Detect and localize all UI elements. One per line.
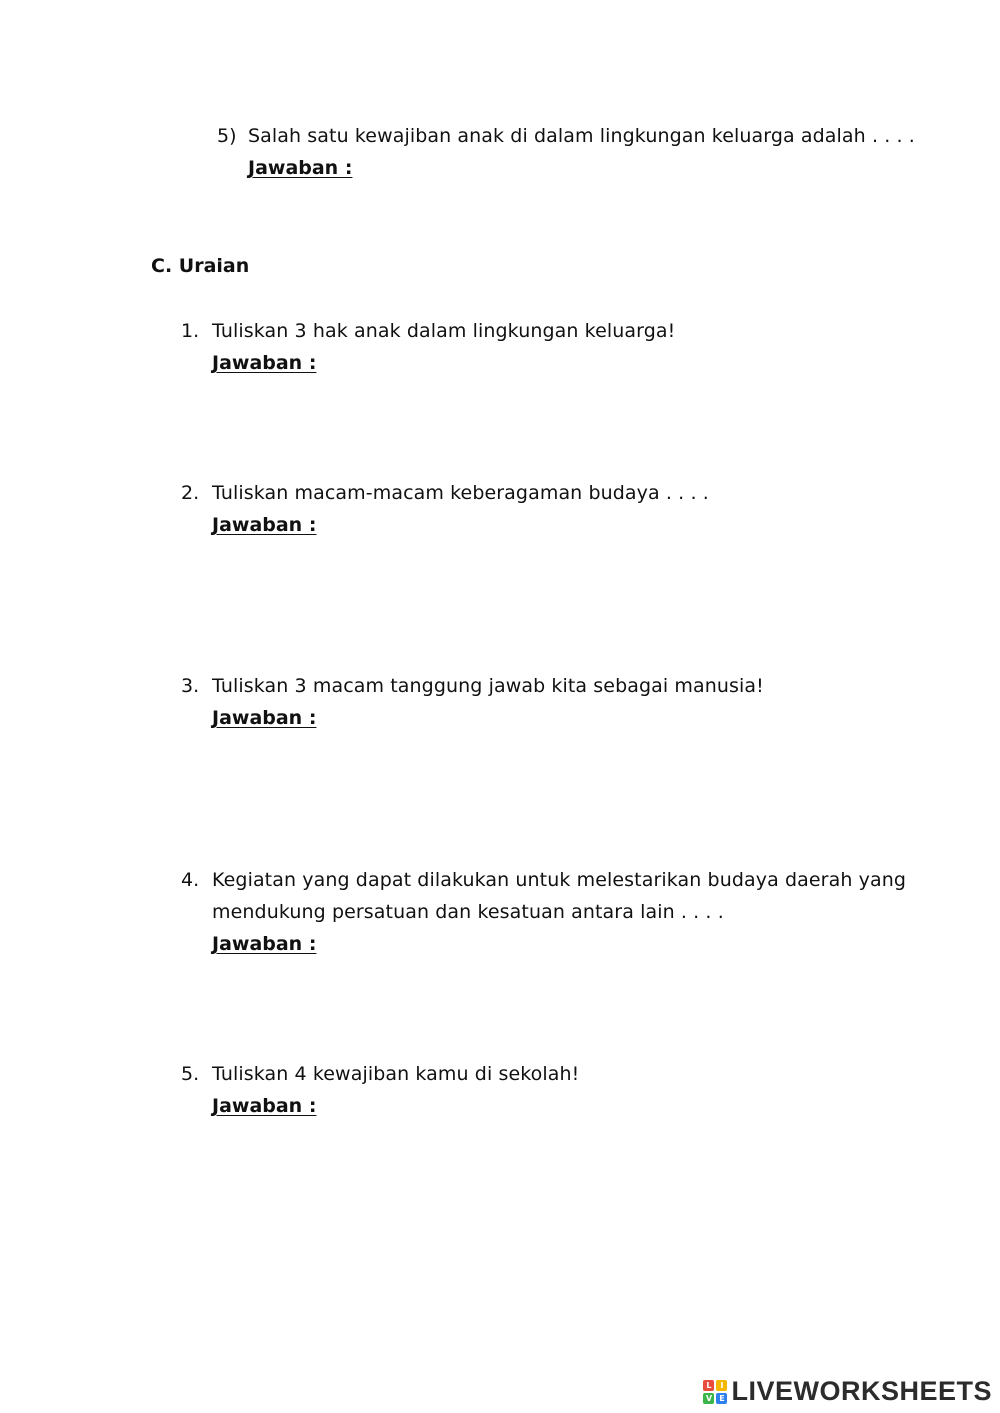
question-2-number: 2. [181,482,200,504]
liveworksheets-watermark [703,1376,992,1407]
section-c-title: C. Uraian [151,255,250,277]
prev-question-5-text: Salah satu kewajiban anak di dalam lingkungan keluarga adalah . . . . [248,125,915,147]
question-1-text: Tuliskan 3 hak anak dalam lingkungan keluarga! [212,320,676,342]
question-4-text-line-2: mendukung persatuan dan kesatuan antara lain . . . . [212,901,724,923]
question-4-number: 4. [181,869,200,891]
logo-tile-i: I [716,1380,727,1391]
question-1-answer-label: Jawaban : [212,352,317,374]
prev-question-5-number: 5) [217,125,237,147]
question-3-number: 3. [181,675,200,697]
question-2-answer-label: Jawaban : [212,514,317,536]
liveworksheets-wordmark: LIVEWORKSHEETS [731,1376,992,1406]
question-5-answer-label: Jawaban : [212,1095,317,1117]
logo-tile-v: V [703,1393,714,1404]
question-1-number: 1. [181,320,200,342]
question-4-answer-label: Jawaban : [212,933,317,955]
question-2-text: Tuliskan macam-macam keberagaman budaya . . . . [212,482,709,504]
logo-tile-l: L [703,1380,714,1391]
question-4-text-line-1: Kegiatan yang dapat dilakukan untuk melestarikan budaya daerah yang [212,869,907,891]
question-5-number: 5. [181,1063,200,1085]
question-3-text: Tuliskan 3 macam tanggung jawab kita sebagai manusia! [212,675,764,697]
prev-question-5-answer-label: Jawaban : [248,157,353,179]
question-5-text: Tuliskan 4 kewajiban kamu di sekolah! [212,1063,580,1085]
liveworksheets-logo-icon [703,1380,727,1404]
question-3-answer-label: Jawaban : [212,707,317,729]
logo-tile-e: E [716,1393,727,1404]
